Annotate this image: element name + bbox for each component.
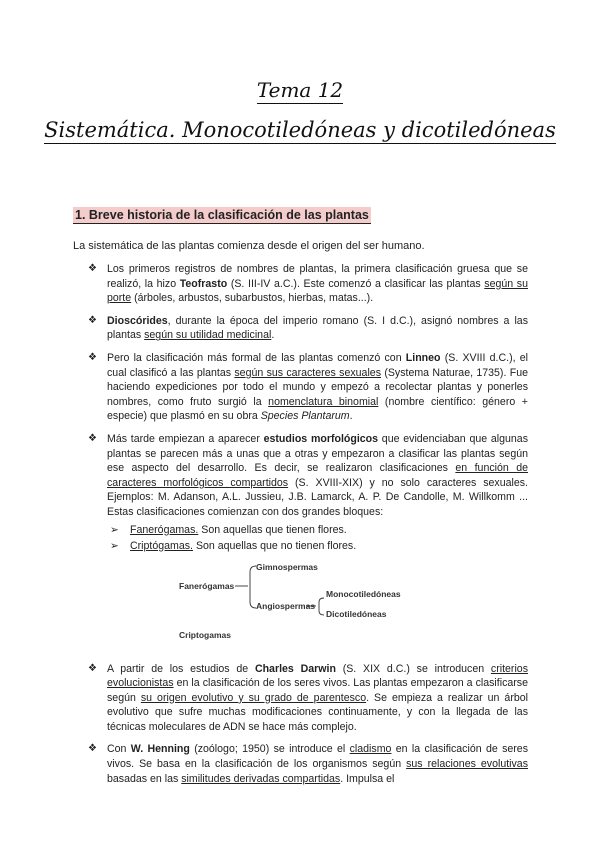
list-item: ❖ Los primeros registros de nombres de plantas, la primera clasificación gruesa que se realizó, la hizo Teofrasto (S. III-IV a.C.). Este comenzó a clasificar las plantas según su porte (árboles, arbustos, subarbustos, hierbas, matas...). [88, 263, 528, 305]
sub-item-criptogamas: ➢ Criptógamas. Son aquellas que no tienen flores. [110, 539, 357, 552]
diamond-bullet-icon: ❖ [88, 432, 97, 444]
intro-paragraph: La sistemática de las plantas comienza desde el origen del ser humano. [73, 240, 425, 252]
arrow-bullet-icon: ➢ [110, 523, 119, 536]
list-item: ❖ A partir de los estudios de Charles Darwin (S. XIX d.C.) se introducen criterios evolucionistas en la clasificación de los seres vivos. Las plantas empezaron a clasificarse según su origen evolutivo y su grado de parentesco. Se empieza a realizar un árbol evolutivo que sufre muchas modificaciones continuamente, y con la llegada de las técnicas moleculares de ADN se hace más complejo. [88, 662, 528, 733]
arrow-bullet-icon: ➢ [110, 539, 119, 552]
diagram-label-criptogamas: Criptogamas [179, 629, 231, 640]
list-item: ❖ Más tarde empiezan a aparecer estudios morfológicos que evidenciaban que algunas plantas se parecen más a unas que a otras y empezaron a clasificar las plantas según ese aspecto del desarrollo. Es decir, se realizaron clasificaciones en función de caracteres morfológicos compartidos (S. XVIII-XIX) y no solo caracteres sexuales. Ejemplos: M. Adanson, A.L. Jussieu, J.B. Lamarck, A. P. De Candolle, M. Willkomm ... Estas clasificaciones comienzan con dos grandes bloques: [88, 432, 528, 518]
diagram-label-gimnospermas: Gimnospermas [256, 561, 318, 572]
page-title: Tema 12 [256, 78, 344, 102]
diagram-label-fanerogamas: Fanerógamas [179, 580, 235, 591]
diagram-label-dicotiledoneas: Dicotiledóneas [326, 608, 387, 619]
bullet-list [88, 262, 528, 794]
diagram-label-monocotiledoneas: Monocotiledóneas [326, 588, 401, 599]
diamond-bullet-icon: ❖ [88, 662, 97, 674]
diamond-bullet-icon: ❖ [88, 351, 97, 363]
diamond-bullet-icon: ❖ [88, 743, 97, 755]
page-subtitle: Sistemática. Monocotiledóneas y dicotiledóneas [44, 118, 556, 142]
list-item: ❖ Con W. Henning (zoólogo; 1950) se introduce el cladismo en la clasificación de seres vivos. Se basa en la clasificación de los organismos según sus relaciones evolutivas basadas en las similitudes derivadas compartidas. Impulsa el [88, 743, 528, 785]
sub-item-fanerogamas: ➢ Fanerógamas. Son aquellas que tienen flores. [110, 523, 347, 536]
classification-diagram [88, 558, 528, 650]
diamond-bullet-icon: ❖ [88, 263, 97, 274]
list-item: ❖ Dioscórides, durante la época del imperio romano (S. I d.C.), asignó nombres a las plantas según su utilidad medicinal. [88, 314, 528, 342]
section-heading: 1. Breve historia de la clasificación de las plantas [75, 208, 369, 222]
diamond-bullet-icon: ❖ [88, 314, 97, 326]
diagram-label-angiospermas: Angiospermas [256, 600, 316, 611]
list-item: ❖ Pero la clasificación más formal de las plantas comenzó con Linneo (S. XVIII d.C.), el cual clasificó a las plantas según sus caracteres sexuales (Systema Naturae, 1735). Fue haciendo expediciones por todo el mundo y empezó a recolectar plantas y ponerles nombres, como fruto surgió la nomenclatura binomial (nombre científico: género + especie) que plasmó en su obra Species Plantarum. [88, 351, 528, 423]
